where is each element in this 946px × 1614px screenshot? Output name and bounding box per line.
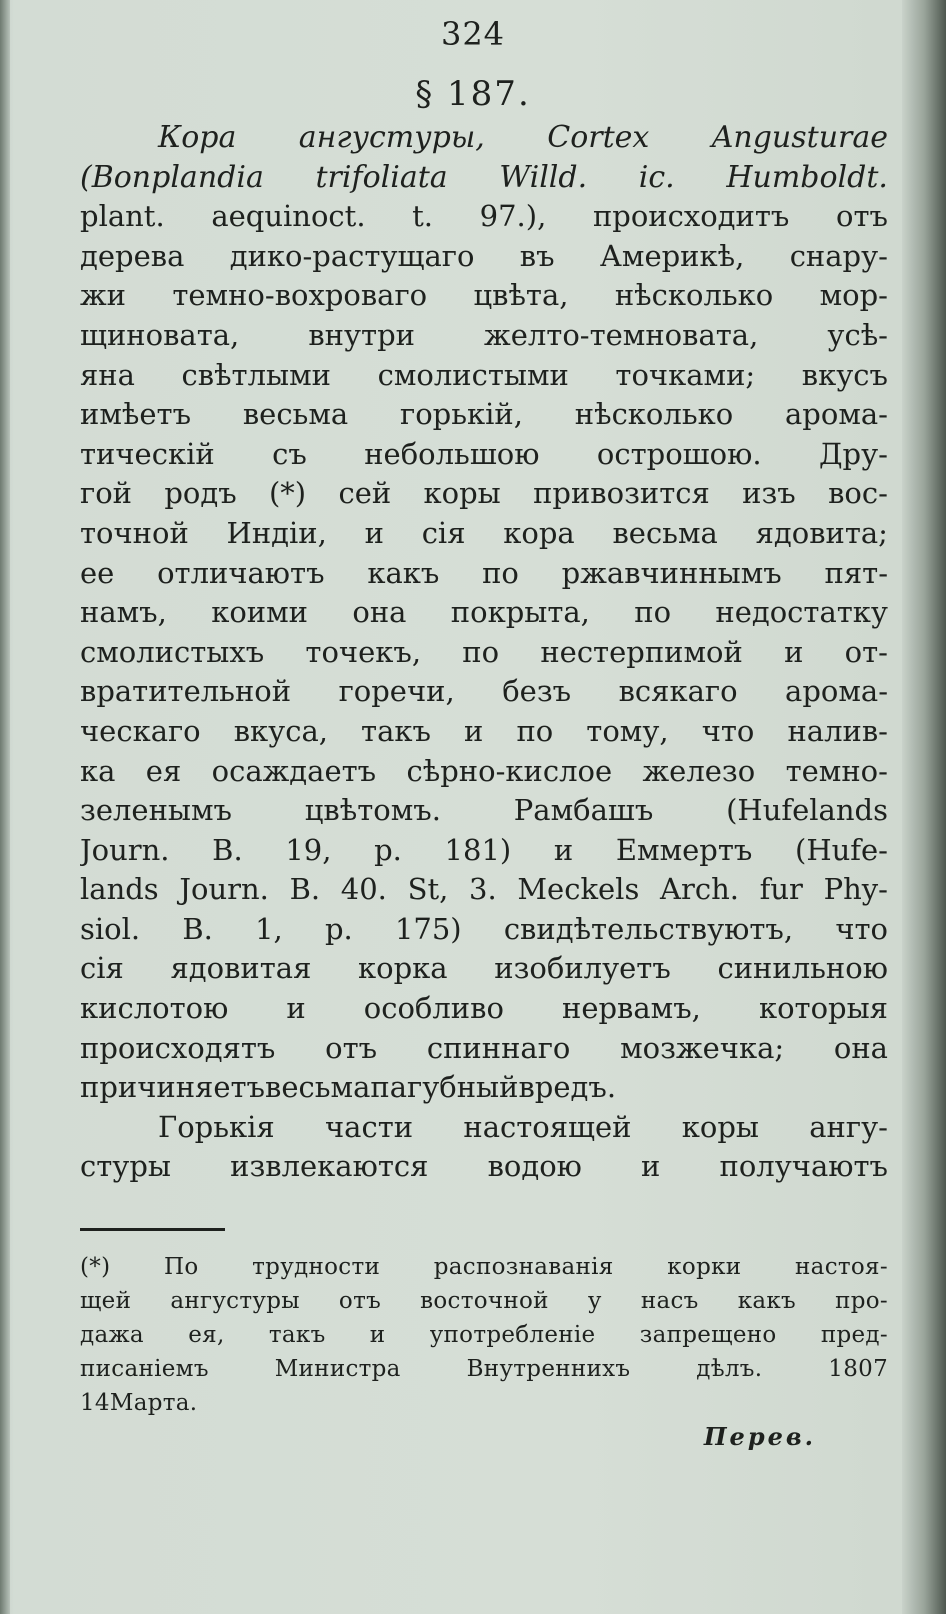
text-line: Горькія части настоящей коры ангу- [158,1109,888,1144]
text-line: намъ, коими она покрыта, по недостатку [80,595,888,630]
text-line: щиновата, внутри желто-темновата, усѣ- [80,317,888,352]
text-line: жи темно-вохроваго цвѣта, нѣсколько мор- [80,278,888,313]
text-line: plant. aequinoct. t. 97.), происходитъ отъ [80,199,888,234]
text-line: (Bonplandia trifoliata Willd. ic. Humboldt. [80,159,888,195]
text-line: смолистыхъ точекъ, по нестерпимой и от- [80,634,888,669]
text-line: ческаго вкуса, такъ и по тому, что налив- [80,713,888,748]
footnote [80,1250,888,1420]
text-line: гой родъ (*) сей коры привозится изъ вос- [80,476,888,511]
text-line: дерева дико-растущаго въ Америкѣ, снару- [80,238,888,273]
section-heading: § 187. [415,74,531,114]
text-line: имѣетъ весьма горькій, нѣсколько арома- [80,397,888,432]
page-gutter-shadow [0,0,10,1614]
text-line: Кора ангустуры, Cortex Angusturae [158,120,888,155]
text-line: Journ. B. 19, p. 181) и Еммертъ (Hufe- [80,832,888,867]
text-line: точной Индіи, и сія кора весьма ядовита; [80,515,888,550]
footnote-line: писаніемъ Министра Внутреннихъ дѣлъ. 1807 [80,1356,888,1382]
text-line: зеленымъ цвѣтомъ. Рамбашъ (Hufelands [80,793,888,828]
text-line: причиняетъ весьма пагубный вредъ. [80,1070,617,1105]
text-line: siol. B. 1, p. 175) свидѣтельствуютъ, что [80,911,888,946]
text-line: стуры извлекаются водою и получаютъ [80,1149,888,1184]
footnote-rule [80,1228,225,1231]
text-line: сія ядовитая корка изобилуетъ синильною [80,951,888,986]
text-line: ка ея осаждаетъ сѣрно-кислое железо темно- [80,753,888,788]
text-line: вратительной горечи, безъ всякаго арома- [80,674,888,709]
text-line: яна свѣтлыми смолистыми точками; вкусъ [80,357,888,392]
footnote-line: дажа ея, такъ и употребленіе запрещено пред- [80,1322,888,1348]
body-text [80,118,888,1187]
page-edge-shadow [902,0,946,1614]
text-line: тическій съ небольшою острошою. Дру- [80,436,888,471]
page-number: 324 [440,15,506,53]
text-line: кислотою и особливо нервамъ, которыя [80,991,888,1026]
text-line: ее отличаютъ какъ по ржавчиннымъ пят- [80,555,888,590]
text-line: lands Journ. B. 40. St, 3. Meckels Arch. fur Phy- [80,872,888,907]
footnote-line: 14 Марта. [80,1390,198,1416]
translator-note: Перев. [703,1422,816,1451]
footnote-line: (*) По трудности распознаванія корки настоя- [80,1254,888,1280]
footnote-line: щей ангустуры отъ восточной у насъ какъ про- [80,1288,888,1314]
text-line: происходятъ отъ спиннаго мозжечка; она [80,1030,888,1065]
